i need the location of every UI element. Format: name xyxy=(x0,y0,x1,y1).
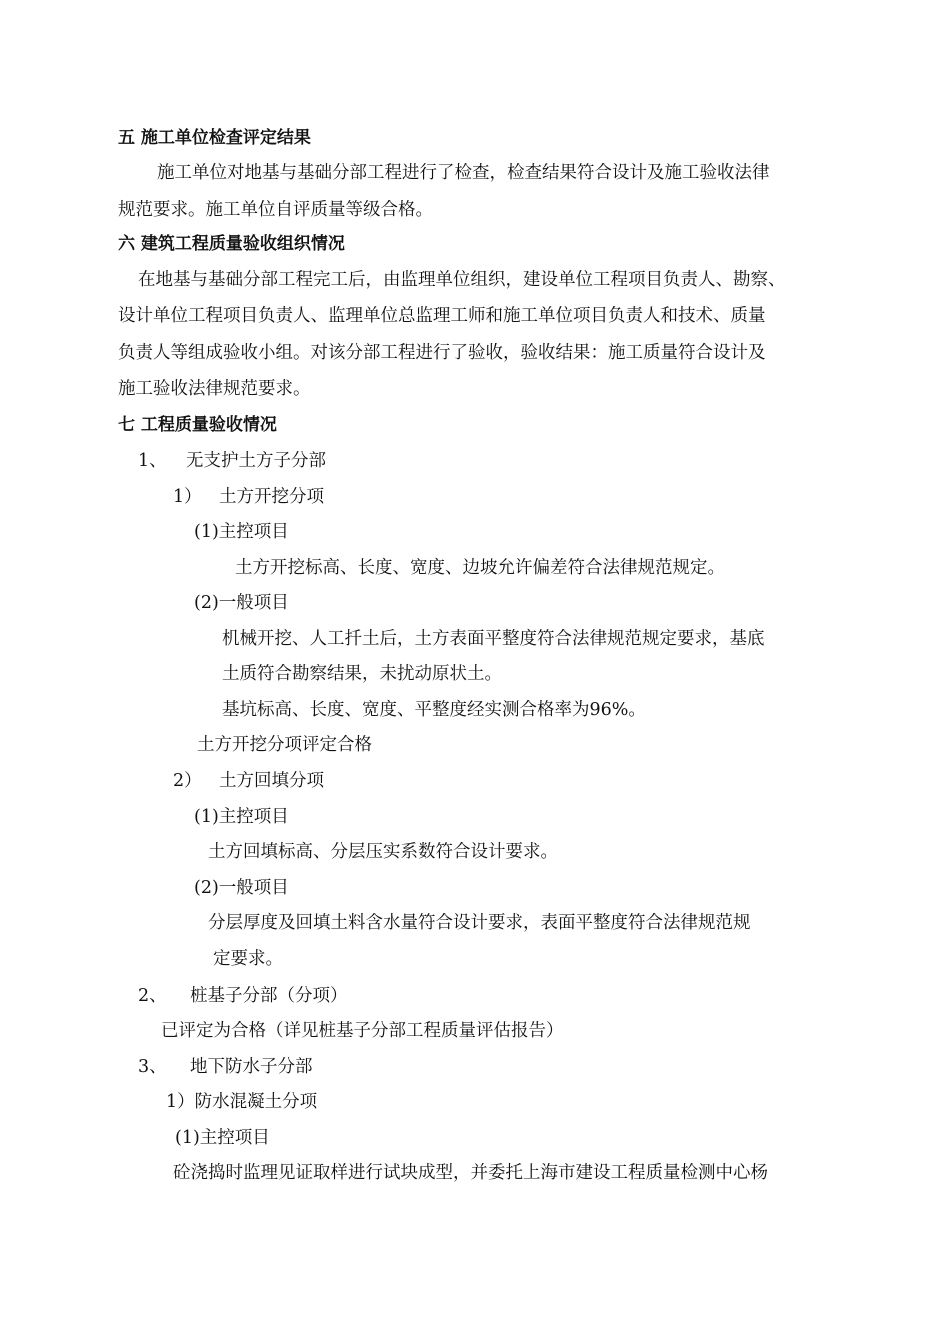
item-1-sub-2-number: 2） xyxy=(173,771,202,791)
section-5-heading: 五 施工单位检查评定结果 xyxy=(118,128,311,148)
item-1-sub-2-general-line-1: 分层厚度及回填土料含水量符合设计要求，表面平整度符合法律规范规 xyxy=(208,913,751,933)
item-3-main-text: 砼浇捣时监理见证取样进行试块成型，并委托上海市建设工程质量检测中心杨 xyxy=(173,1163,768,1183)
item-1-sub-2-general-line-2: 定要求。 xyxy=(213,949,283,969)
section-5-paragraph-line-1: 施工单位对地基与基础分部工程进行了检查，检查结果符合设计及施工验收法律 xyxy=(157,163,770,183)
item-1-title: 无支护土方子分部 xyxy=(186,451,326,471)
section-6-paragraph-line-3: 负责人等组成验收小组。对该分部工程进行了验收，验收结果：施工质量符合设计及 xyxy=(118,343,766,363)
item-1-sub-2-main-label: (1)主控项目 xyxy=(194,807,289,827)
item-1-sub-2-title: 土方回填分项 xyxy=(219,771,324,791)
item-2-number: 2、 xyxy=(138,986,167,1006)
item-1-sub-1-general-line-1: 机械开挖、人工扦土后，土方表面平整度符合法律规范规定要求，基底 xyxy=(222,629,765,649)
item-1-sub-1-general-line-3: 基坑标高、长度、宽度、平整度经实测合格率为96%。 xyxy=(222,700,646,720)
item-1-sub-2-main-text: 土方回填标高、分层压实系数符合设计要求。 xyxy=(208,842,558,862)
item-1-sub-1-title: 土方开挖分项 xyxy=(219,487,324,507)
section-6-heading: 六 建筑工程质量验收组织情况 xyxy=(118,234,345,254)
item-3-sub-1-title: 1）防水混凝土分项 xyxy=(166,1092,318,1112)
item-1-sub-1-main-label: (1)主控项目 xyxy=(194,522,289,542)
item-1-sub-2-general-label: (2)一般项目 xyxy=(194,878,289,898)
section-6-paragraph-line-4: 施工验收法律规范要求。 xyxy=(118,379,311,399)
item-3-main-label: (1)主控项目 xyxy=(175,1128,270,1148)
item-1-number: 1、 xyxy=(138,451,167,471)
item-1-sub-1-general-line-2: 土质符合勘察结果，未扰动原状土。 xyxy=(222,664,502,684)
section-6-paragraph-line-1: 在地基与基础分部工程完工后，由监理单位组织，建设单位工程项目负责人、勘察、 xyxy=(138,270,786,290)
item-2-text: 已评定为合格（详见桩基子分部工程质量评估报告） xyxy=(161,1021,564,1041)
item-1-sub-1-general-label: (2)一般项目 xyxy=(194,593,289,613)
item-3-number: 3、 xyxy=(138,1057,167,1077)
section-7-heading: 七 工程质量验收情况 xyxy=(118,415,277,435)
item-2-title: 桩基子分部（分项） xyxy=(190,986,348,1006)
item-1-sub-1-number: 1） xyxy=(173,487,202,507)
section-6-paragraph-line-2: 设计单位工程项目负责人、监理单位总监理工师和施工单位项目负责人和技术、质量 xyxy=(118,306,766,326)
item-1-sub-1-conclusion: 土方开挖分项评定合格 xyxy=(197,735,372,755)
item-3-title: 地下防水子分部 xyxy=(190,1057,313,1077)
item-1-sub-1-main-text: 土方开挖标高、长度、宽度、边坡允许偏差符合法律规范规定。 xyxy=(235,558,725,578)
section-5-paragraph-line-2: 规范要求。施工单位自评质量等级合格。 xyxy=(118,200,433,220)
